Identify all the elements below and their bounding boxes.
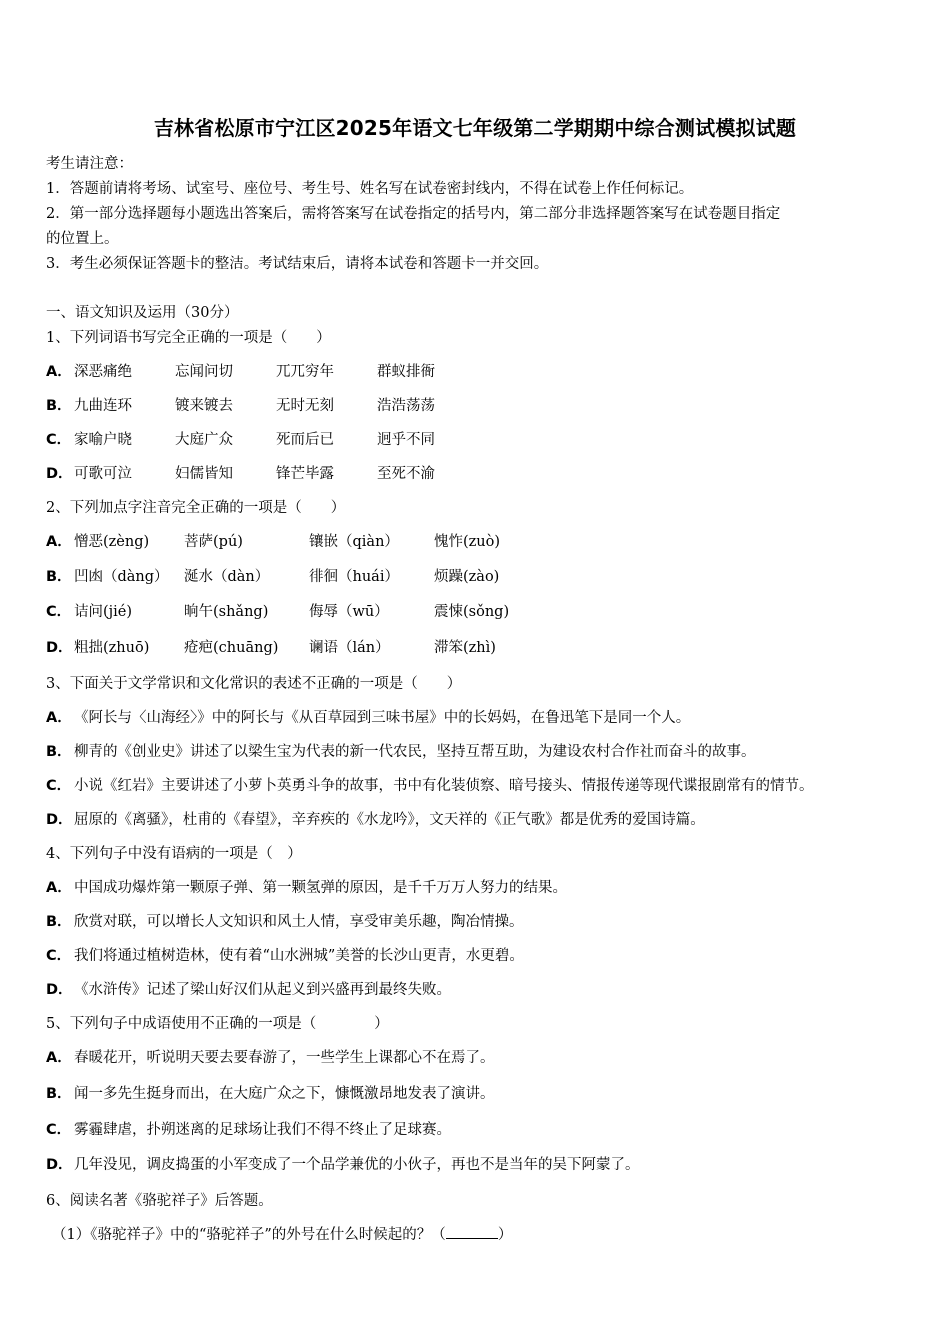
- option-word: 妇儒皆知: [175, 466, 233, 482]
- answer-blank[interactable]: [446, 1226, 498, 1239]
- question-5-option-c: [46, 1118, 451, 1139]
- option-word: 谰语（lán）: [309, 640, 390, 656]
- option-word: 诘问(jié): [74, 604, 133, 620]
- notice-item-2: 2．第一部分选择题每小题选出答案后，需将答案写在试卷指定的括号内，第二部分非选择题答案写在试卷题目指定: [46, 206, 781, 222]
- option-letter: D．: [46, 982, 73, 998]
- question-4-option-b: [46, 910, 524, 931]
- option-word: 涎水（dàn）: [184, 569, 270, 585]
- option-word: 愧怍(zuò): [434, 534, 501, 550]
- question-3-option-c: [46, 774, 814, 795]
- option-letter: A．: [46, 1050, 72, 1066]
- sub-question-close: ）: [497, 1227, 513, 1243]
- option-letter: B．: [46, 398, 72, 414]
- question-3-option-d: [46, 808, 705, 829]
- option-letter: B．: [46, 914, 72, 930]
- option-word: 徘徊（huái）: [309, 569, 399, 585]
- page-title: 吉林省松原市宁江区2025年语文七年级第二学期期中综合测试模拟试题: [153, 116, 797, 140]
- option-word: 忘闻问切: [175, 364, 233, 380]
- question-1-option-a: [46, 360, 435, 381]
- option-word: 疮疤(chuāng): [184, 640, 279, 656]
- question-4-option-d: [46, 978, 451, 999]
- option-word: 迥乎不同: [377, 432, 435, 448]
- option-text: 春暖花开，听说明天要去要春游了，一些学生上课都心不在焉了。: [74, 1050, 495, 1066]
- option-letter: A．: [46, 710, 72, 726]
- option-letter: D．: [46, 640, 73, 656]
- question-4-stem: 4、下列句子中没有语病的一项是（ ）: [46, 846, 302, 862]
- question-1-option-b: [46, 394, 435, 415]
- option-word: 无时无刻: [276, 398, 334, 414]
- option-letter: D．: [46, 1157, 73, 1173]
- notice-heading: 考生请注意：: [46, 156, 133, 172]
- option-word: 群蚁排衙: [377, 364, 435, 380]
- option-word: 晌午(shǎng): [184, 604, 269, 620]
- option-word: 可歌可泣: [74, 466, 132, 482]
- option-letter: C．: [46, 432, 72, 448]
- option-letter: A．: [46, 364, 72, 380]
- option-word: 九曲连环: [74, 398, 132, 414]
- question-5-stem: 5、下列句子中成语使用不正确的一项是（ ）: [46, 1016, 389, 1032]
- question-2-option-b: [46, 565, 499, 586]
- question-2-option-d: [46, 636, 496, 657]
- question-3-option-b: [46, 740, 756, 761]
- option-letter: A．: [46, 534, 72, 550]
- option-letter: C．: [46, 1122, 72, 1138]
- option-text: 闻一多先生挺身而出，在大庭广众之下，慷慨激昂地发表了演讲。: [74, 1086, 495, 1102]
- option-letter: B．: [46, 569, 72, 585]
- question-3-stem: 3、下面关于文学常识和文化常识的表述不正确的一项是（ ）: [46, 676, 462, 692]
- question-6-stem: 6、阅读名著《骆驼祥子》后答题。: [46, 1193, 273, 1209]
- option-word: 菩萨(pú): [184, 534, 243, 550]
- option-word: 凹凼（dàng）: [74, 569, 169, 585]
- notice-item-2-cont: 的位置上。: [46, 231, 119, 247]
- option-word: 震悚(sǒng): [434, 604, 510, 620]
- question-1-option-d: [46, 462, 435, 483]
- option-word: 兀兀穷年: [276, 364, 334, 380]
- option-text: 雾霾肆虐，扑朔迷离的足球场让我们不得不终止了足球赛。: [74, 1122, 451, 1138]
- question-3-option-a: [46, 706, 690, 727]
- option-word: 滞笨(zhì): [434, 640, 496, 656]
- question-6-sub-1: [52, 1223, 512, 1244]
- option-letter: D．: [46, 812, 73, 828]
- notice-item-3: 3．考生必须保证答题卡的整洁。考试结束后，请将本试卷和答题卡一并交回。: [46, 256, 549, 272]
- question-5-option-b: [46, 1082, 495, 1103]
- option-letter: B．: [46, 1086, 72, 1102]
- option-word: 深恶痛绝: [74, 364, 132, 380]
- option-text: 中国成功爆炸第一颗原子弹、第一颗氢弹的原因，是千千万万人努力的结果。: [74, 880, 567, 896]
- option-word: 家喻户晓: [74, 432, 132, 448]
- question-5-option-d: [46, 1153, 640, 1174]
- section-heading: 一、语文知识及运用（30分）: [46, 305, 239, 321]
- option-word: 锋芒毕露: [276, 466, 334, 482]
- question-4-option-a: [46, 876, 567, 897]
- question-1-stem: 1、下列词语书写完全正确的一项是（ ）: [46, 330, 331, 346]
- option-letter: C．: [46, 948, 72, 964]
- option-letter: A．: [46, 880, 72, 896]
- option-letter: C．: [46, 604, 72, 620]
- option-text: 欣赏对联，可以增长人文知识和风土人情，享受审美乐趣，陶冶情操。: [74, 914, 524, 930]
- option-word: 死而后已: [276, 432, 334, 448]
- option-word: 粗拙(zhuō): [74, 640, 150, 656]
- option-word: 烦躁(zào): [434, 569, 500, 585]
- option-text: 屈原的《离骚》，杜甫的《春望》，辛弃疾的《水龙吟》，文天祥的《正气歌》都是优秀的爱国诗篇。: [74, 812, 705, 828]
- question-2-option-c: [46, 600, 509, 621]
- option-word: 镶嵌（qiàn）: [309, 534, 399, 550]
- option-text: 我们将通过植树造林，使有着“山水洲城”美誉的长沙山更青，水更碧。: [74, 948, 524, 964]
- option-text: 柳青的《创业史》讲述了以梁生宝为代表的新一代农民，坚持互帮互助，为建设农村合作社而奋斗的故事。: [74, 744, 756, 760]
- question-5-option-a: [46, 1046, 495, 1067]
- option-text: 《阿长与〈山海经〉》中的阿长与《从百草园到三味书屋》中的长妈妈，在鲁迅笔下是同一个人。: [74, 710, 691, 726]
- question-4-option-c: [46, 944, 524, 965]
- option-text: 小说《红岩》主要讲述了小萝卜英勇斗争的故事，书中有化装侦察、暗号接头、情报传递等现代谍报剧常有的情节。: [74, 778, 814, 794]
- option-word: 镀来镀去: [175, 398, 233, 414]
- question-2-stem: 2、下列加点字注音完全正确的一项是（ ）: [46, 500, 346, 516]
- option-text: 几年没见，调皮捣蛋的小军变成了一个品学兼优的小伙子，再也不是当年的吴下阿蒙了。: [74, 1157, 640, 1173]
- option-letter: D．: [46, 466, 73, 482]
- option-letter: C．: [46, 778, 72, 794]
- option-word: 浩浩荡荡: [377, 398, 435, 414]
- option-word: 侮辱（wū）: [309, 604, 389, 620]
- option-word: 大庭广众: [175, 432, 233, 448]
- option-text: 《水浒传》记述了梁山好汉们从起义到兴盛再到最终失败。: [74, 982, 451, 998]
- question-2-option-a: [46, 530, 500, 551]
- question-1-option-c: [46, 428, 435, 449]
- option-word: 至死不渝: [377, 466, 435, 482]
- option-word: 憎恶(zèng): [74, 534, 150, 550]
- sub-question-text: （1）《骆驼祥子》中的“骆驼祥子”的外号在什么时候起的？（: [52, 1227, 446, 1243]
- option-letter: B．: [46, 744, 72, 760]
- notice-item-1: 1．答题前请将考场、试室号、座位号、考生号、姓名写在试卷密封线内，不得在试卷上作任何标记。: [46, 181, 694, 197]
